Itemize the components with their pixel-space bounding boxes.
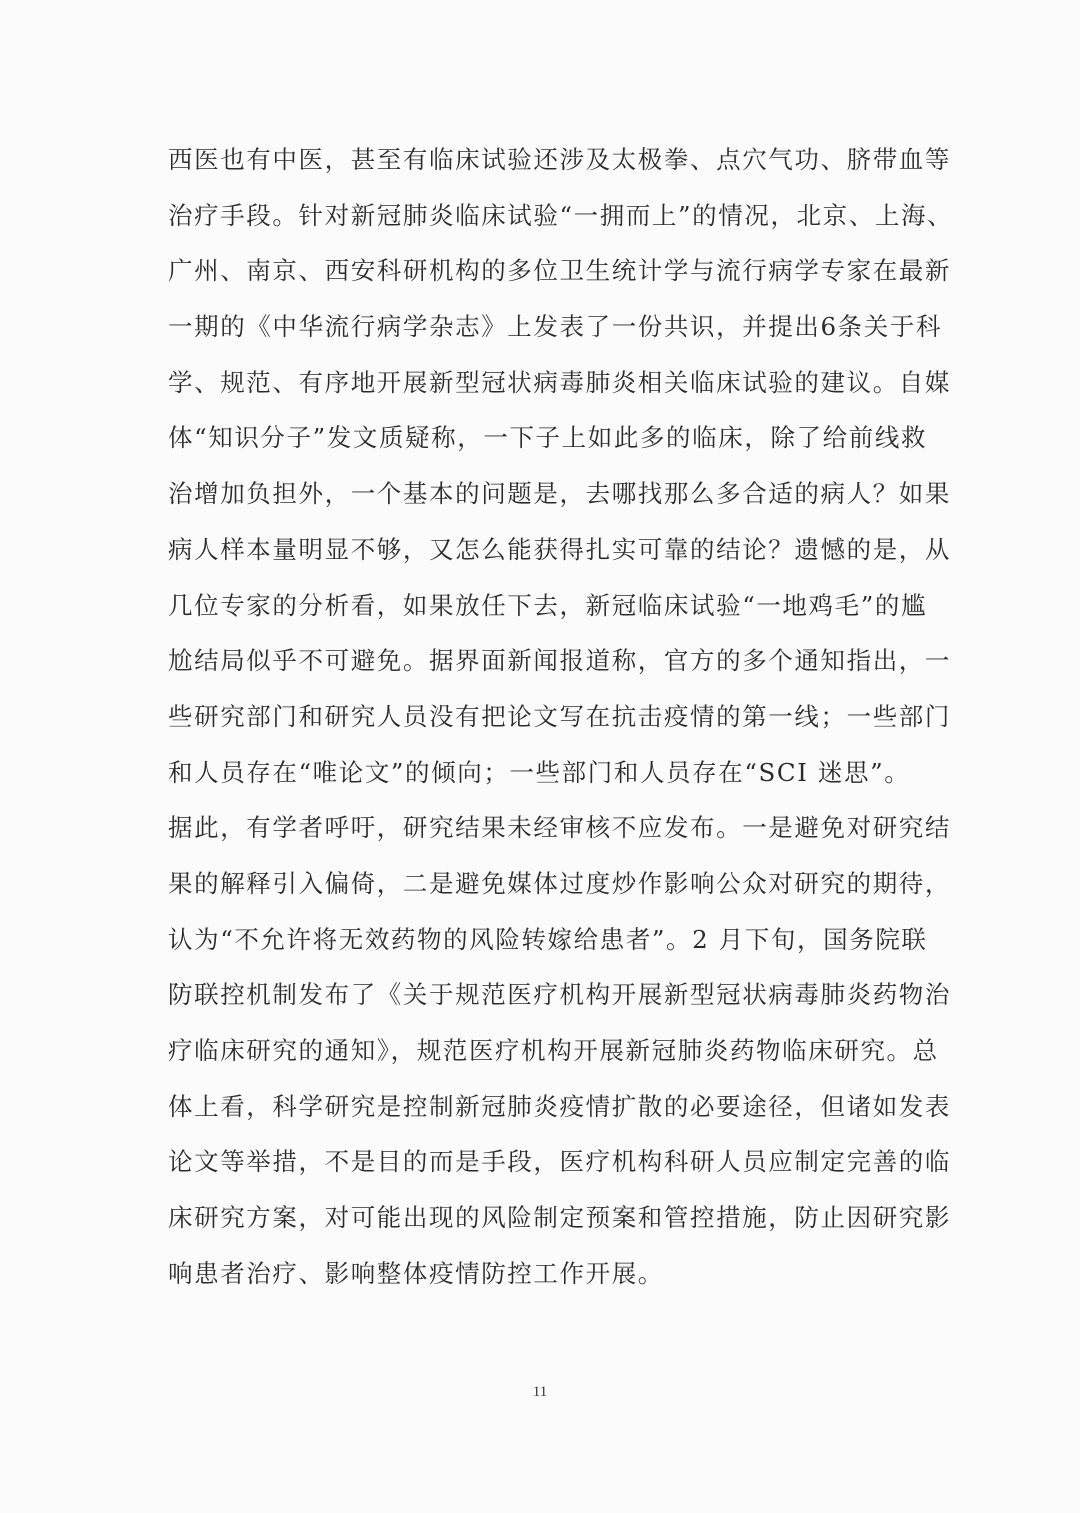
text-line: 一期的《中华流行病学杂志》上发表了一份共识，并提出6条关于科 — [168, 312, 943, 342]
text-line: 和人员存在“唯论文”的倾向；一些部门和人员存在“SCI 迷思”。 — [168, 757, 911, 787]
body-text — [168, 132, 954, 1301]
text-line: 据此，有学者呼吁，研究结果未经审核不应发布。一是避免对研究结 — [168, 813, 951, 843]
text-line: 尬结局似乎不可避免。据界面新闻报道称，官方的多个通知指出，一 — [168, 646, 951, 676]
text-line: 认为“不允许将无效药物的风险转嫁给患者”。2 月下旬，国务院联 — [168, 924, 928, 954]
text-line: 广州、南京、西安科研机构的多位卫生统计学与流行病学专家在最新 — [168, 256, 951, 286]
page-number: 11 — [532, 1384, 548, 1400]
text-line: 学、规范、有序地开展新型冠状病毒肺炎相关临床试验的建议。自媒 — [168, 367, 951, 397]
text-line: 响患者治疗、影响整体疫情防控工作开展。 — [168, 1258, 664, 1288]
text-line: 病人样本量明显不够，又怎么能获得扎实可靠的结论？遗憾的是，从 — [168, 534, 951, 564]
text-line: 床研究方案，对可能出现的风险制定预案和管控措施，防止因研究影 — [168, 1203, 951, 1233]
text-line: 体“知识分子”发文质疑称，一下子上如此多的临床，除了给前线救 — [168, 423, 928, 453]
text-line: 治疗手段。针对新冠肺炎临床试验“一拥而上”的情况，北京、上海、 — [168, 200, 954, 230]
text-line: 果的解释引入偏倚，二是避免媒体过度炒作影响公众对研究的期待， — [168, 868, 951, 898]
text-line: 论文等举措，不是目的而是手段，医疗机构科研人员应制定完善的临 — [168, 1147, 951, 1177]
text-line: 西医也有中医，甚至有临床试验还涉及太极拳、点穴气功、脐带血等 — [168, 145, 951, 174]
text-line: 些研究部门和研究人员没有把论文写在抗击疫情的第一线；一些部门 — [168, 701, 951, 731]
text-line: 疗临床研究的通知》，规范医疗机构开展新冠肺炎药物临床研究。总 — [168, 1036, 939, 1065]
text-line: 几位专家的分析看，如果放任下去，新冠临床试验“一地鸡毛”的尴 — [168, 590, 928, 620]
text-line: 治增加负担外，一个基本的问题是，去哪找那么多合适的病人？如果 — [168, 479, 951, 509]
text-line: 防联控机制发布了《关于规范医疗机构开展新型冠状病毒肺炎药物治 — [168, 980, 951, 1010]
text-line: 体上看，科学研究是控制新冠肺炎疫情扩散的必要途径，但诸如发表 — [168, 1091, 951, 1121]
